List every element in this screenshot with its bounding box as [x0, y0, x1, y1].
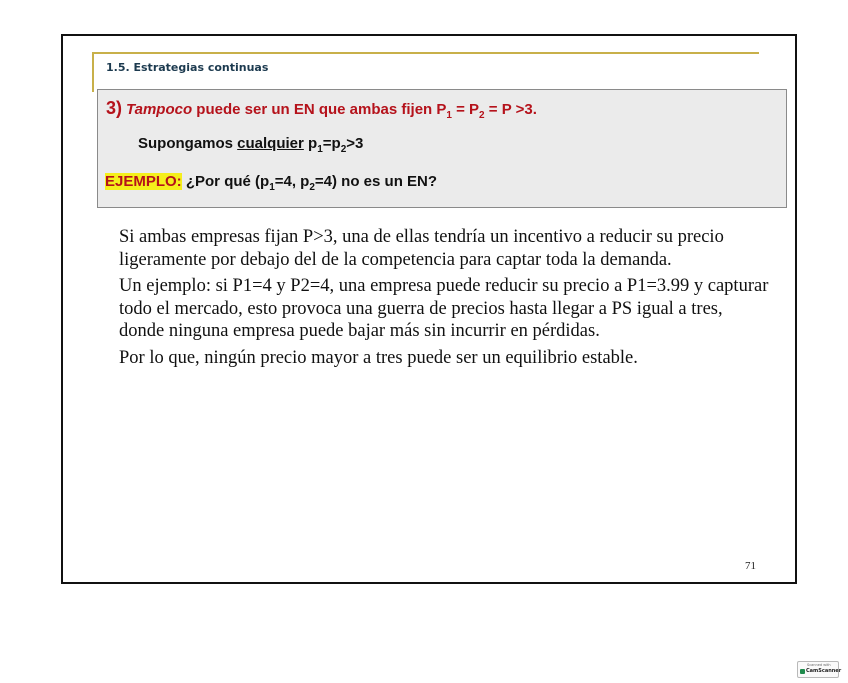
heading-subscript-1: 1: [446, 110, 452, 121]
item-number: 3): [106, 98, 123, 118]
heading-mid: = P: [451, 101, 480, 118]
assumption-eq: =p: [322, 135, 341, 152]
assumption-line: [138, 135, 363, 155]
example-label: EJEMPLO:: [105, 173, 182, 190]
paragraph: Si ambas empresas fijan P>3, una de ellas tendría un incentivo a reducir su precio ligeramente por debajo del de la competencia para captar toda la demanda.: [119, 227, 724, 270]
camscanner-logo-icon: [800, 669, 805, 674]
highlight-box: [97, 89, 787, 208]
assumption-subscript-2: 2: [340, 144, 347, 155]
assumption-underlined: cualquier: [237, 135, 304, 152]
accent-line-vertical: [92, 52, 94, 92]
assumption-subscript-1: 1: [317, 144, 323, 155]
example-subscript-2: 2: [309, 182, 315, 193]
slide: [61, 34, 797, 584]
section-title: 1.5. Estrategias continuas: [106, 61, 269, 74]
box-heading: [106, 98, 537, 121]
example-mid: =4, p: [274, 173, 310, 190]
heading-italic: Tampoco: [126, 101, 193, 118]
example-subscript-1: 1: [269, 182, 275, 193]
heading-end: = P >3.: [484, 101, 537, 118]
assumption-end: >3: [346, 135, 364, 152]
scanner-name: CamScanner: [806, 668, 842, 674]
heading-subscript-2: 2: [479, 110, 485, 121]
example-line: [105, 173, 437, 193]
page-number: 71: [745, 560, 756, 572]
heading-text: puede ser un EN que ambas fijen P: [192, 101, 447, 118]
paragraph: Un ejemplo: si P1=4 y P2=4, una empresa puede reducir su precio a P1=3.99 y capturar todo el mercado, esto provoca una guerra de precios hasta llegar a PS igual a tres, donde ninguna empresa puede bajar más sin incurrir en pérdidas.: [119, 276, 769, 341]
scanner-caption: Scanned with: [807, 663, 831, 667]
accent-line-horizontal: [92, 52, 759, 54]
example-end: =4) no es un EN?: [314, 173, 438, 190]
explanation-text: [119, 226, 769, 373]
example-pre: ¿Por qué (p: [181, 173, 270, 190]
assumption-pre: Supongamos: [138, 135, 238, 152]
paragraph: Por lo que, ningún precio mayor a tres puede ser un equilibrio estable.: [119, 347, 638, 368]
camscanner-badge: [797, 661, 842, 678]
assumption-mid: p: [303, 135, 318, 152]
